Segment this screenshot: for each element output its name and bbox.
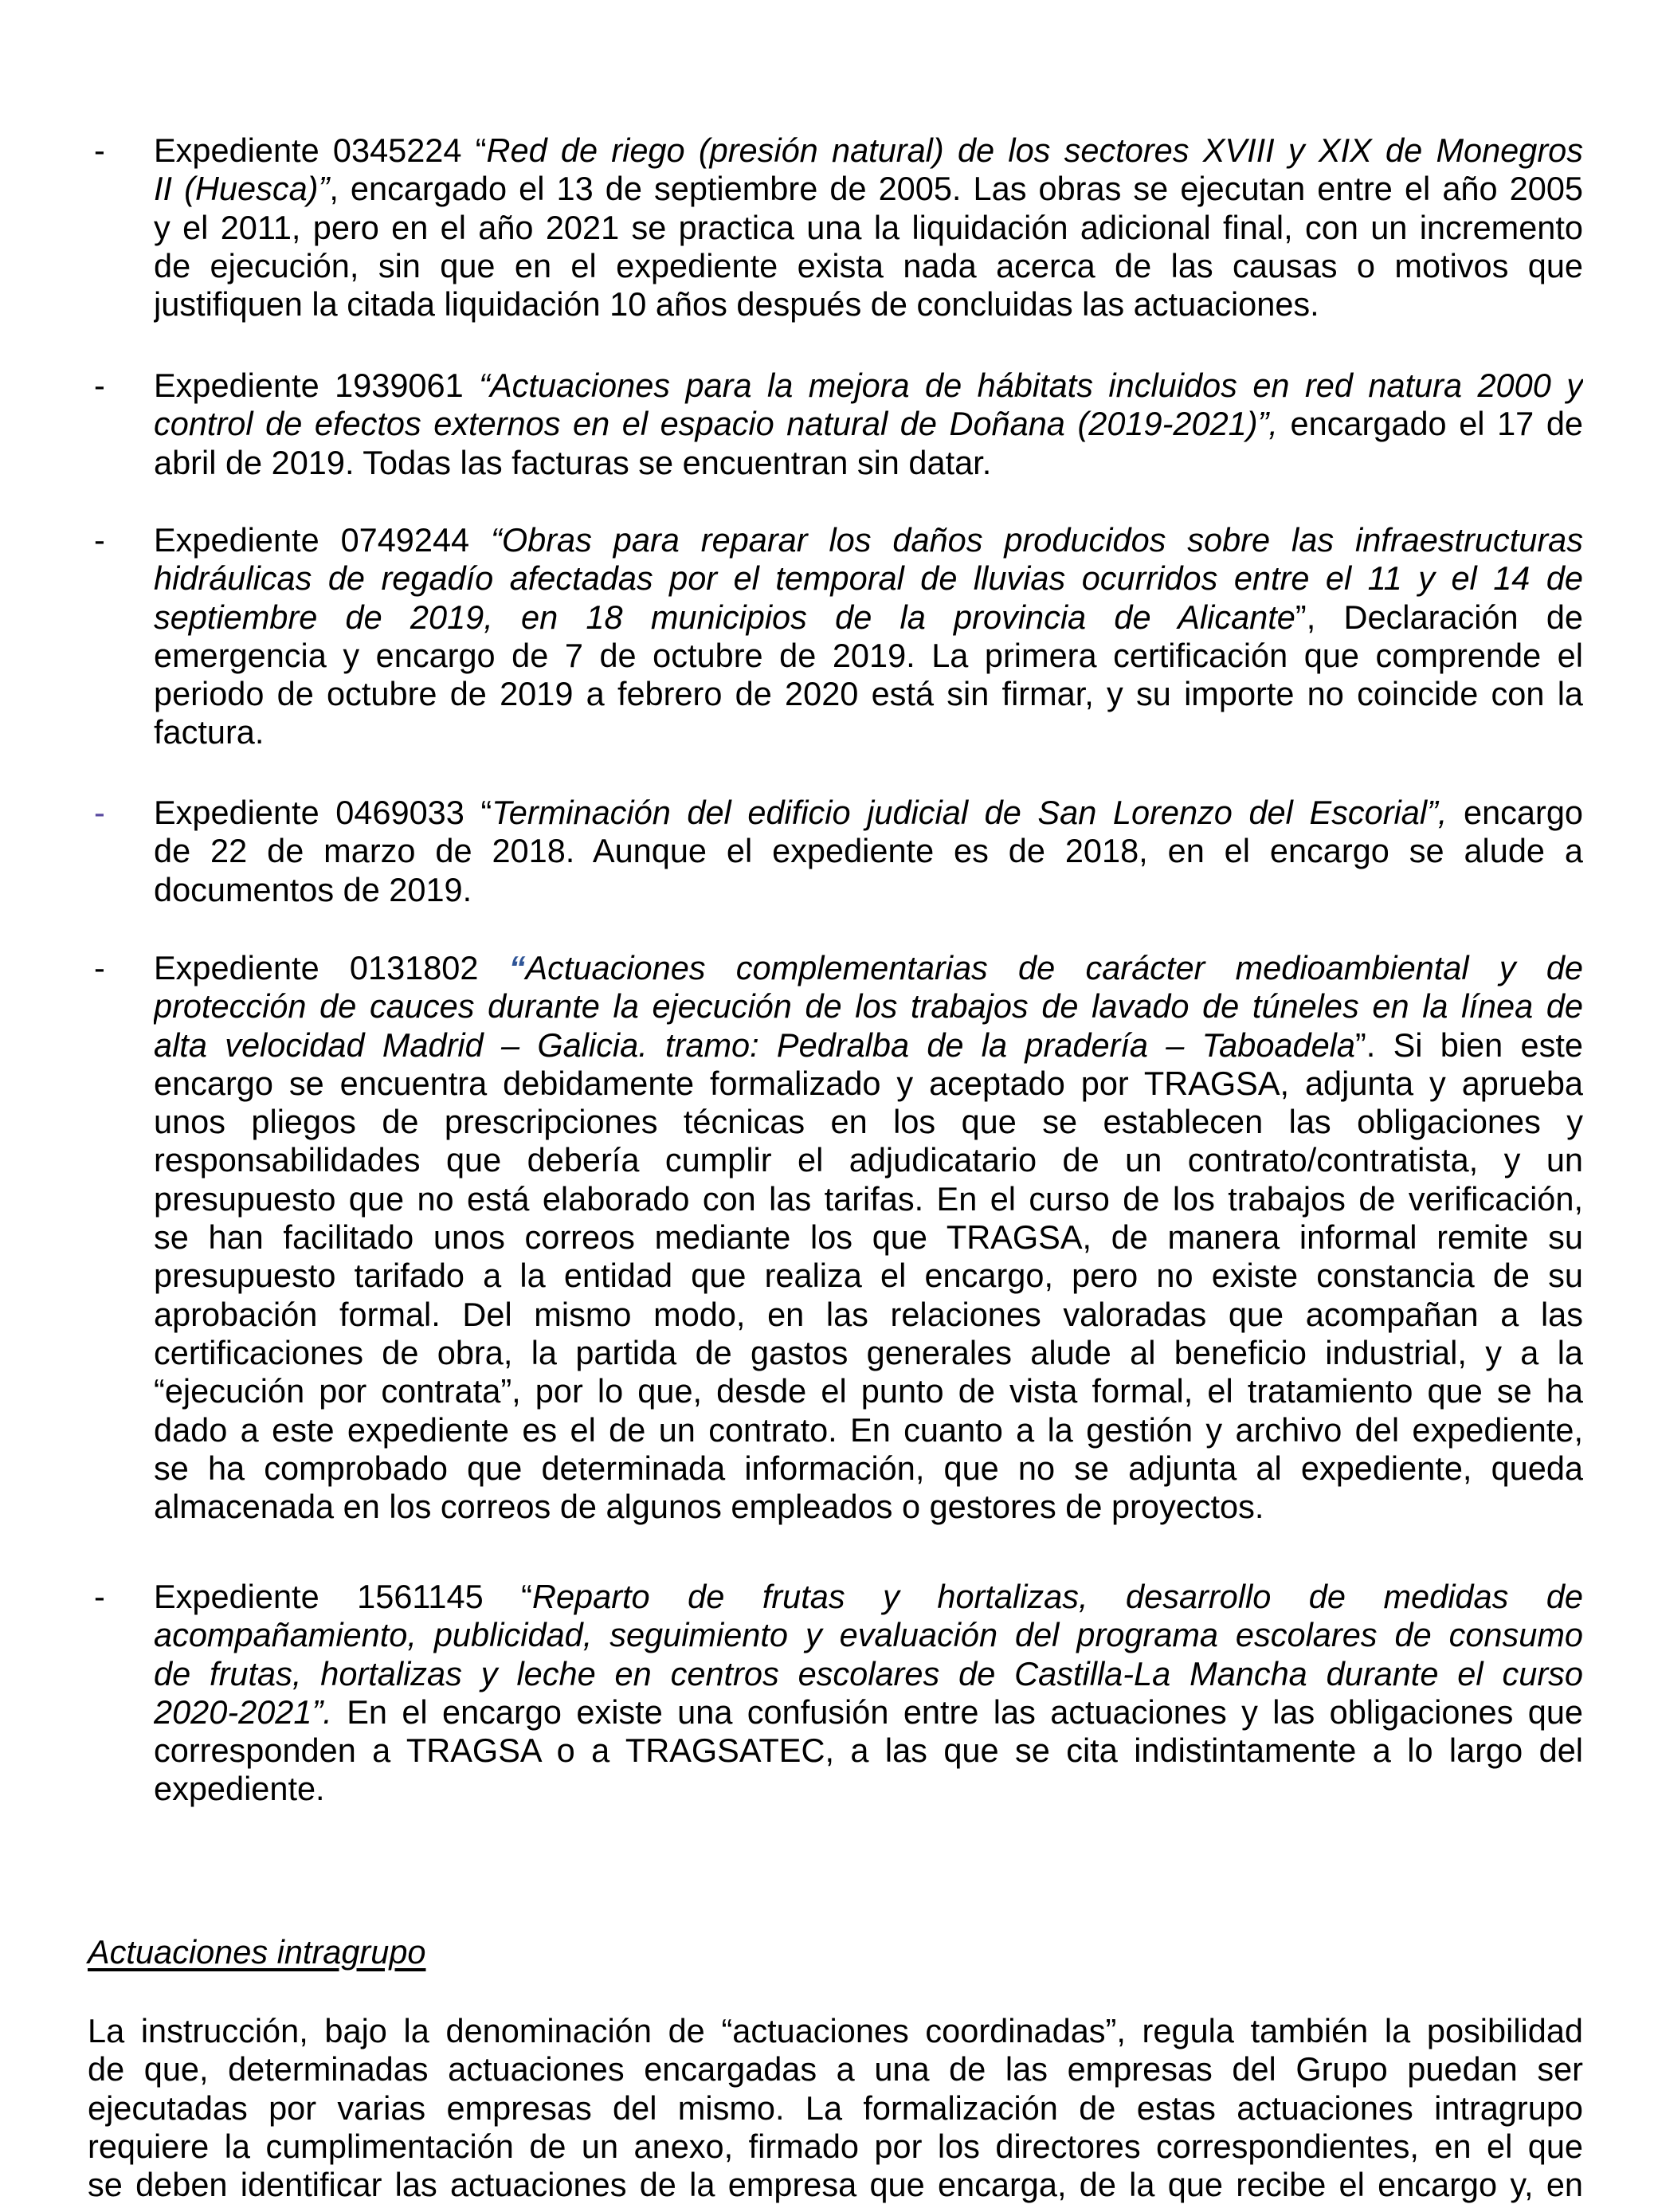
- text-line: [154, 637, 1583, 675]
- bullet-dash: -: [94, 131, 105, 169]
- item-text: [154, 1578, 1583, 1809]
- text-line: [154, 832, 1583, 870]
- text-line: [154, 794, 1583, 832]
- text-line: [154, 949, 1583, 987]
- item-text: [154, 949, 1583, 1526]
- text: de 22 de marzo de 2018. Aunque el expediente es de 2018, en el encargo se alude a: [154, 832, 1583, 870]
- text: dado a este expediente es el de un contrato. En cuanto a la gestión y archivo del expediente,: [154, 1410, 1583, 1449]
- italic-text: 2020-2021”.: [154, 1692, 332, 1731]
- text: se han facilitado unos correos mediante los que TRAGSA, de manera informal remite su: [154, 1218, 1583, 1257]
- text: Expediente 1939061: [154, 367, 480, 404]
- italic-text: “Actuaciones para la mejora de hábitats incluidos en red natura 2000 y: [479, 367, 1583, 404]
- text: unos pliegos de prescripciones técnicas en los que se establecen las obligaciones y: [154, 1103, 1583, 1141]
- text-line: [154, 209, 1583, 247]
- text: encargado el 17 de: [1277, 405, 1583, 443]
- text-line: [154, 1334, 1583, 1372]
- text-line: [154, 1180, 1583, 1218]
- text: almacenada en los correos de algunos empleados o gestores de proyectos.: [154, 1488, 1264, 1526]
- paragraph-line: requiere la cumplimentación de un anexo, firmado por los directores correspondientes, en el que: [88, 2127, 1583, 2165]
- bullet-dash: -: [94, 794, 105, 831]
- text: expediente.: [154, 1770, 325, 1808]
- text: periodo de octubre de 2019 a febrero de 2020 está sin firmar, y su importe no coincide con la: [154, 675, 1583, 713]
- bullet-dash: -: [94, 521, 105, 559]
- text-line: [154, 1026, 1583, 1065]
- text: corresponden a TRAGSA o a TRAGSATEC, a las que se cita indistintamente a lo largo del: [154, 1732, 1583, 1770]
- text: , encargado el 13 de septiembre de 2005. Las obras se ejecutan entre el año 2005: [329, 170, 1583, 208]
- text-line: [154, 247, 1583, 285]
- text: y el 2011, pero en el año 2021 se practica una la liquidación adicional final, con un incremento: [154, 208, 1583, 246]
- text-line: [154, 1257, 1583, 1295]
- paragraph-line: se deben identificar las actuaciones de la empresa que encarga, de la que recibe el encargo y, en: [88, 2166, 1583, 2204]
- text-line: [154, 444, 1583, 482]
- italic-text: Terminación del edificio judicial de San Lorenzo del Escorial”,: [492, 794, 1448, 831]
- text-line: [154, 1372, 1583, 1410]
- text: abril de 2019. Todas las facturas se encuentran sin datar.: [154, 443, 992, 481]
- text-line: [154, 1616, 1583, 1654]
- italic-text: control de efectos externos en el espacio natural de Doñana (2019-2021)”,: [154, 405, 1278, 443]
- text: Expediente 0345224 “: [154, 131, 487, 169]
- text-line: [154, 1065, 1583, 1103]
- text: se ha comprobado que determinada información, que no se adjunta al expediente, queda: [154, 1449, 1583, 1487]
- text: responsabilidades que debería cumplir el adjudicatario de un contrato/contratista, y un: [154, 1141, 1583, 1179]
- item-text: [154, 794, 1583, 909]
- text-line: [154, 1488, 1583, 1526]
- paragraph-line: La instrucción, bajo la denominación de “actuaciones coordinadas”, regula también la posibilidad: [88, 2012, 1583, 2049]
- text: “ejecución por contrata”, por lo que, desde el punto de vista formal, el tratamiento que se ha: [154, 1372, 1583, 1410]
- text-line: [154, 987, 1583, 1026]
- section-paragraph: [88, 2012, 1583, 2204]
- italic-text: acompañamiento, publicidad, seguimiento y evaluación del programa escolares de consumo: [154, 1616, 1583, 1654]
- italic-text: septiembre de 2019, en 18 municipios de la provincia de Alicante: [154, 598, 1295, 636]
- text: documentos de 2019.: [154, 870, 472, 908]
- text: de ejecución, sin que en el expediente exista nada acerca de las causas o motivos que: [154, 246, 1583, 284]
- text-line: [154, 405, 1583, 443]
- italic-text: II (Huesca)”: [154, 170, 330, 208]
- item-text: [154, 367, 1583, 482]
- text: Expediente 0749244: [154, 521, 492, 559]
- text-line: [154, 598, 1583, 637]
- text: factura.: [154, 713, 265, 751]
- italic-text: Actuaciones complementarias de carácter medioambiental y de: [525, 949, 1583, 986]
- bullet-dash: -: [94, 367, 105, 404]
- text-line: [154, 367, 1583, 405]
- text: Expediente 0469033 “: [154, 794, 492, 831]
- paragraph-line: ejecutadas por varias empresas del mismo. La formalización de estas actuaciones intragrupo: [88, 2088, 1583, 2127]
- text: justifiquen la citada liquidación 10 años después de concluidas las actuaciones.: [154, 285, 1319, 324]
- text-line: [154, 1296, 1583, 1334]
- text-line: [154, 1141, 1583, 1179]
- italic-text: alta velocidad Madrid – Galicia. tramo: Pedralba de la pradería – Taboadela: [154, 1026, 1355, 1064]
- text-line: [154, 521, 1583, 559]
- text: aprobación formal. Del mismo modo, en las relaciones valoradas que acompañan a las: [154, 1295, 1583, 1333]
- text-line: [154, 170, 1583, 208]
- text: Expediente 1561145 “: [154, 1578, 532, 1615]
- text-line: [154, 1103, 1583, 1141]
- text: Expediente 0131802: [154, 949, 509, 986]
- text-line: [154, 1218, 1583, 1257]
- text-line: [154, 1578, 1583, 1616]
- section-heading: Actuaciones intragrupo: [88, 1933, 426, 1971]
- text-line: [154, 285, 1583, 324]
- text: certificaciones de obra, la partida de gastos generales alude al beneficio industrial, y a la: [154, 1333, 1583, 1371]
- item-text: [154, 131, 1583, 324]
- text-line: [154, 1411, 1583, 1449]
- text-line: [154, 1770, 1583, 1808]
- text: ”. Si bien este: [1354, 1026, 1583, 1064]
- bullet-dash: -: [94, 949, 105, 986]
- text: presupuesto tarifado a la entidad que realiza el encargo, pero no existe constancia de su: [154, 1257, 1583, 1295]
- item-text: [154, 521, 1583, 752]
- text-line: [154, 1655, 1583, 1693]
- italic-text: “Obras para reparar los daños producidos sobre las infraestructuras: [491, 521, 1583, 559]
- italic-text: de frutas, hortalizas y leche en centros escolares de Castilla-La Mancha durante el curso: [154, 1654, 1583, 1692]
- text: encargo: [1447, 794, 1583, 831]
- text: encargo se encuentra debidamente formalizado y aceptado por TRAGSA, adjunta y aprueba: [154, 1064, 1583, 1102]
- text-line: [154, 1449, 1583, 1488]
- paragraph-line: de que, determinadas actuaciones encargadas a una de las empresas del Grupo puedan ser: [88, 2050, 1583, 2088]
- text: En el encargo existe una confusión entre las actuaciones y las obligaciones que: [331, 1692, 1583, 1731]
- bullet-dash: -: [94, 1578, 105, 1615]
- text-line: [154, 871, 1583, 909]
- text-line: [154, 131, 1583, 170]
- italic-text: hidráulicas de regadío afectadas por el temporal de lluvias ocurridos entre el 11 y el 14 de: [154, 559, 1583, 598]
- text: ”, Declaración de: [1295, 598, 1583, 636]
- italic-text: protección de cauces durante la ejecución de los trabajos de lavado de túneles en la línea de: [154, 987, 1583, 1026]
- italic-text: “: [508, 949, 526, 986]
- italic-text: Red de riego (presión natural) de los sectores XVIII y XIX de Monegros: [486, 131, 1583, 169]
- text-line: [154, 1732, 1583, 1770]
- text: emergencia y encargo de 7 de octubre de 2019. La primera certificación que comprende el: [154, 636, 1583, 674]
- italic-text: Reparto de frutas y hortalizas, desarrollo de medidas de: [532, 1578, 1583, 1615]
- text-line: [154, 675, 1583, 713]
- text: presupuesto que no está elaborado con las tarifas. En el curso de los trabajos de verificación,: [154, 1179, 1583, 1218]
- text-line: [154, 1693, 1583, 1732]
- text-line: [154, 713, 1583, 751]
- text-line: [154, 559, 1583, 598]
